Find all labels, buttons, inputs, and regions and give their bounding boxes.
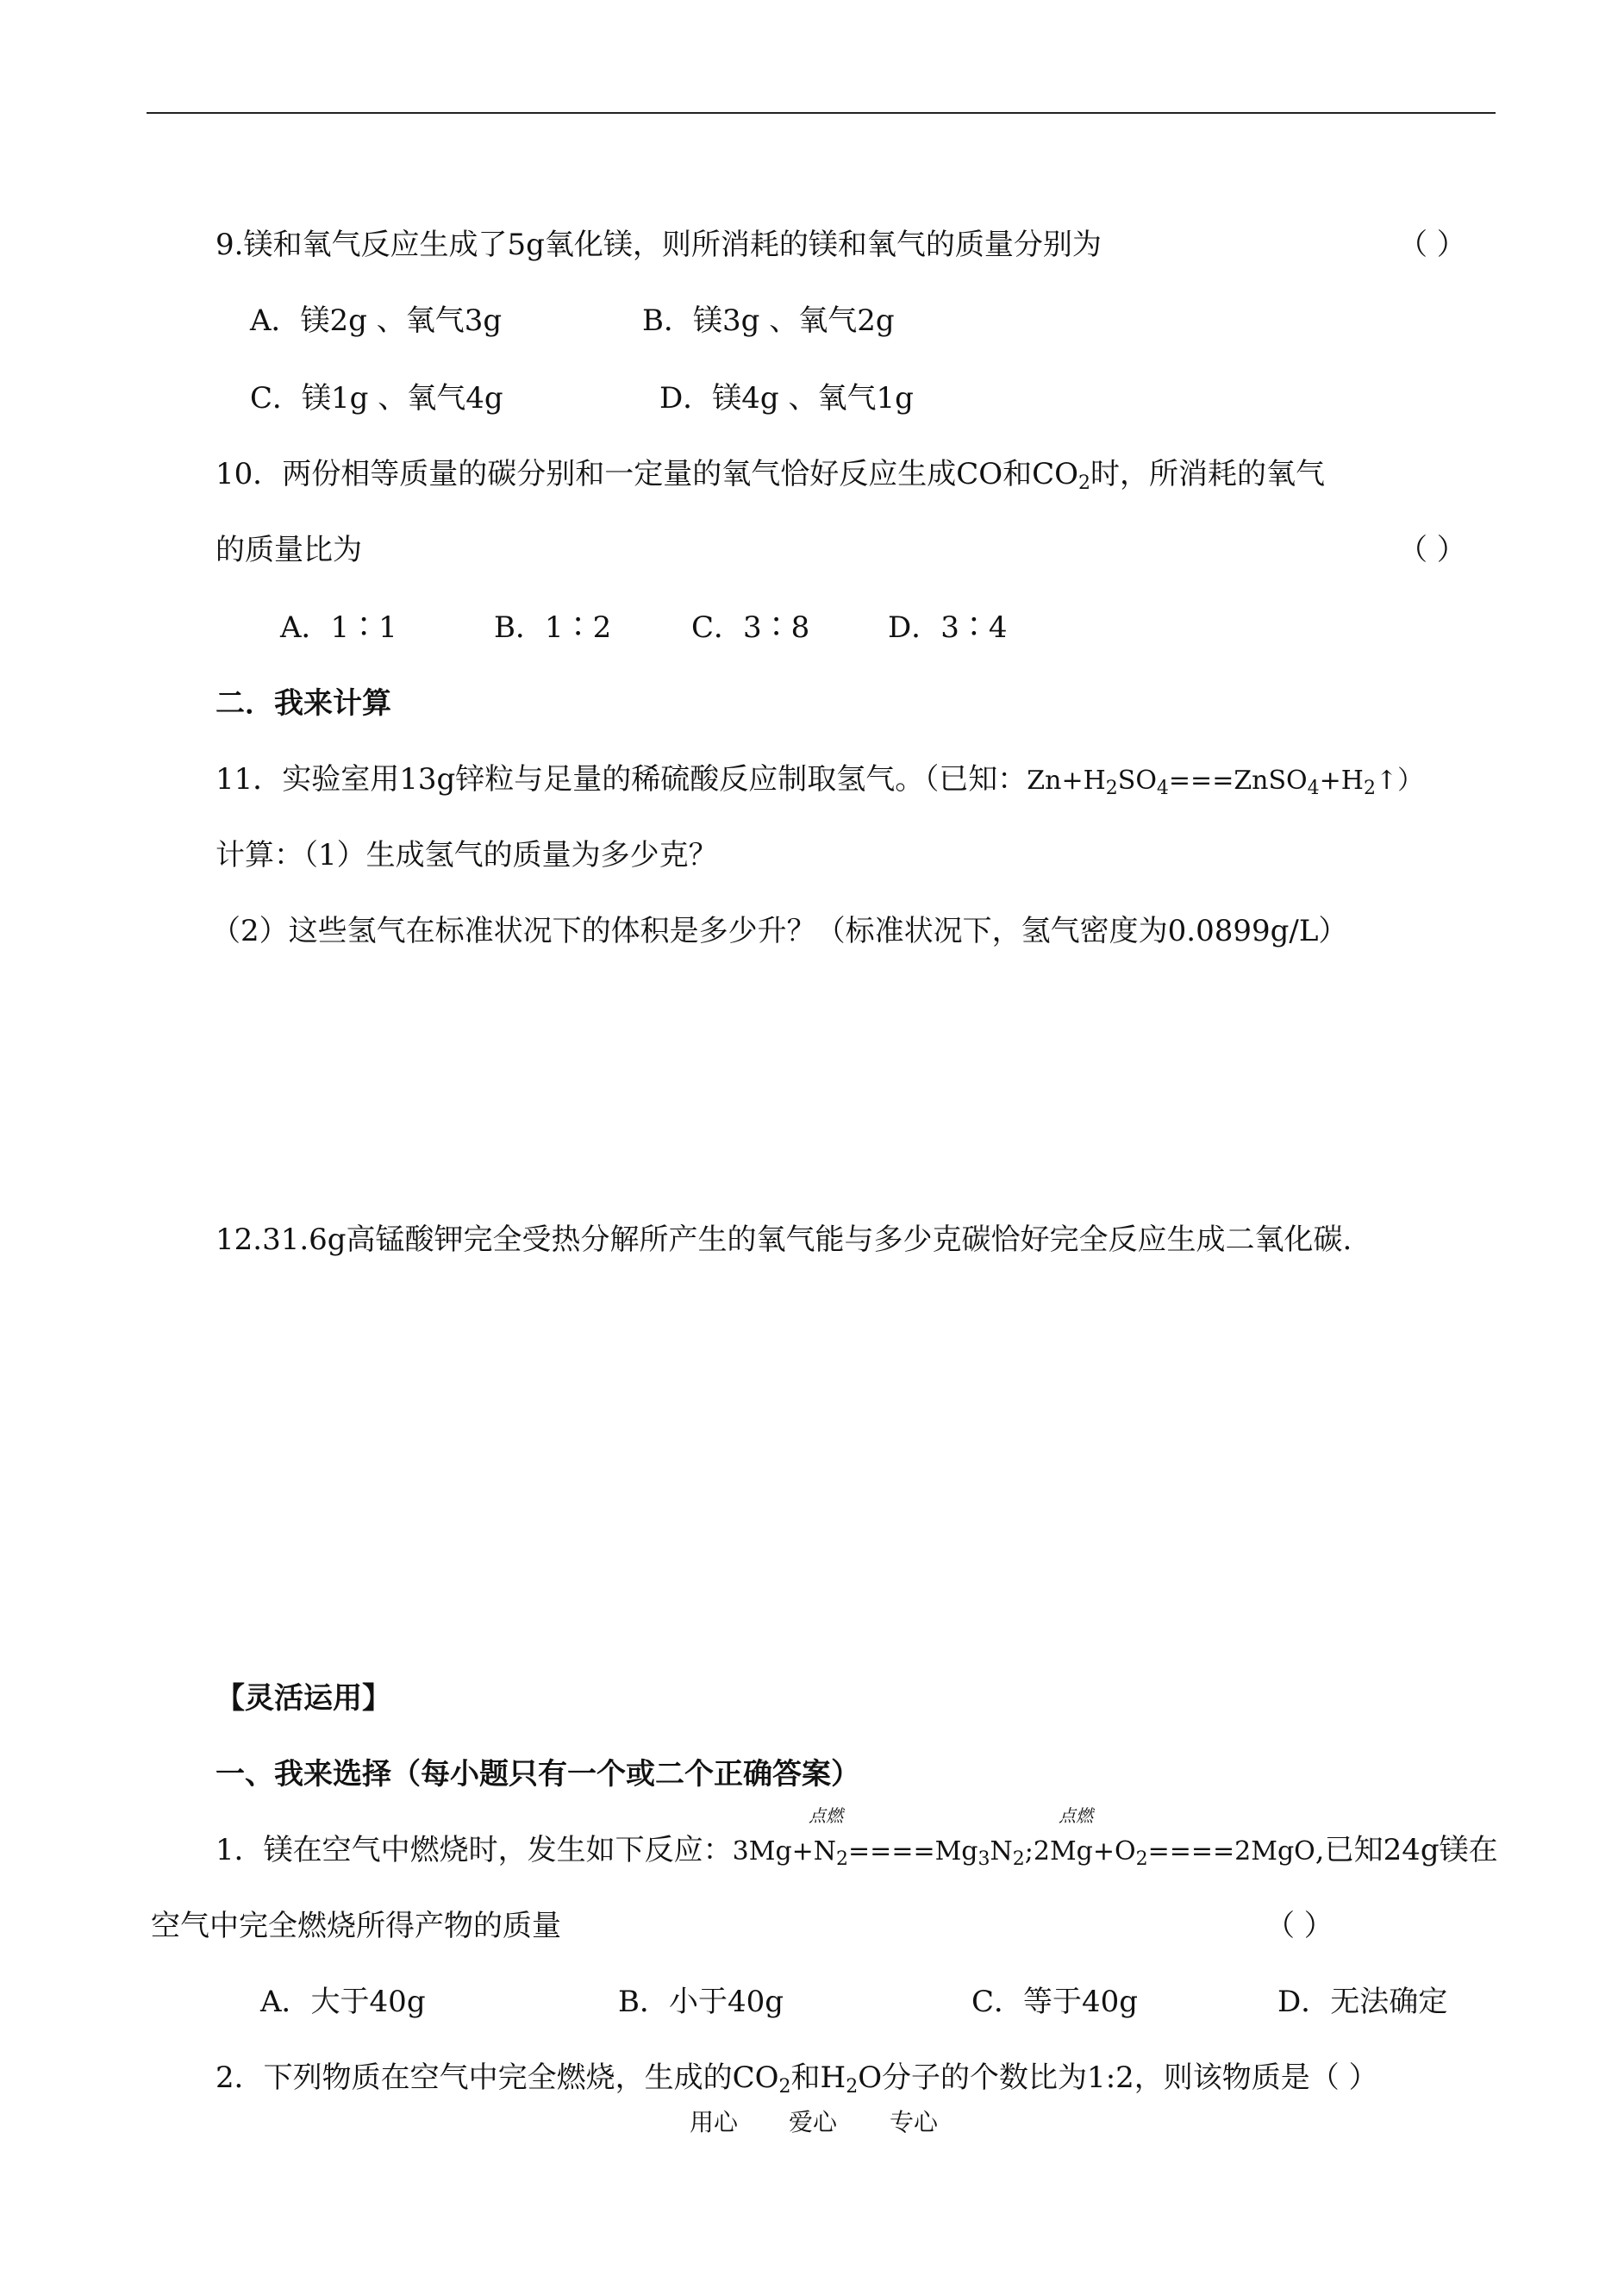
flex-question-1-stem: 1．镁在空气中燃烧时，发生如下反应：$3Mg+N_2====Mg_3N_2;2Mg+O_2====2MgO$,已知24g镁在 [215,1833,1498,1870]
footer-text-3: 专心 [890,2108,939,2136]
flex-question-1-answer-paren: （ ） [1265,1909,1334,1943]
flex-question-1-option-c: C．等于40g [971,1985,1139,2019]
question-10-stem-cont: 的质量比为 [215,533,362,567]
question-10-option-b: B．1∶2 [494,610,612,645]
question-9-option-b: B．镁3g 、氧气2g [642,303,895,338]
question-11-stem: 11．实验室用13g锌粒与足量的稀硫酸反应制取氢气。（已知：$Zn+H_2SO_4===ZnSO_4+H_2↑$） [215,762,1424,799]
question-10-answer-paren: （ ） [1398,533,1466,567]
footer-text-1: 用心 [690,2108,739,2136]
question-9-option-c: C．镁1g 、氧气4g [250,381,503,416]
question-12-stem: 12.31.6g高锰酸钾完全受热分解所产生的氧气能与多少克碳恰好完全反应生成二氧化碳. [215,1223,1352,1257]
question-9-answer-paren: （ ） [1398,228,1466,262]
flex-question-2-stem: 2．下列物质在空气中完全燃烧，生成的$CO_2$和$H_2O$分子的个数比为1:2，则该物质是（ ） [215,2060,1378,2098]
flex-question-1-option-b: B．小于40g [618,1985,784,2019]
question-9-stem: 9.镁和氧气反应生成了5g氧化镁，则所消耗的镁和氧气的质量分别为 [215,228,1102,262]
flexible-application-title: 【灵活运用】 [215,1681,391,1716]
question-11-part-2: （2）这些氢气在标准状况下的体积是多少升？（标准状况下，氢气密度为0.0899g/L） [211,914,1348,948]
question-9-option-d: D．镁4g 、氧气1g [659,381,914,416]
question-10-option-c: C．3∶8 [691,610,810,645]
question-10-option-d: D．3∶4 [888,610,1008,645]
question-11-equation: $Zn+H_2SO_4===ZnSO_4+H_2↑$） [1027,766,1424,799]
flex-question-1-option-d: D．无法确定 [1277,1985,1448,2019]
footer-text-2: 爱心 [789,2108,838,2136]
question-11-part-1: 计算：（1）生成氢气的质量为多少克？ [215,838,718,872]
section-choice-title: 一、我来选择（每小题只有一个或二个正确答案） [215,1757,860,1792]
reaction-condition-1: 点燃 [809,1805,843,1826]
question-10-option-a: A．1∶1 [280,610,397,645]
question-9-option-a: A．镁2g 、氧气3g [250,303,503,338]
reaction-condition-2: 点燃 [1059,1805,1093,1826]
flex-question-1-equations: $3Mg+N_2====Mg_3N_2;2Mg+O_2====2MgO$ [732,1836,1315,1870]
question-10-stem: 10．两份相等质量的碳分别和一定量的氧气恰好反应生成CO和$CO_2$时，所消耗的氧气 [215,457,1326,494]
header-rule [147,112,1496,114]
flex-question-1-option-a: A．大于40g [260,1985,426,2019]
flex-question-1-stem-cont: 空气中完全燃烧所得产物的质量 [151,1909,561,1943]
section-calc-title: 二．我来计算 [215,686,391,721]
